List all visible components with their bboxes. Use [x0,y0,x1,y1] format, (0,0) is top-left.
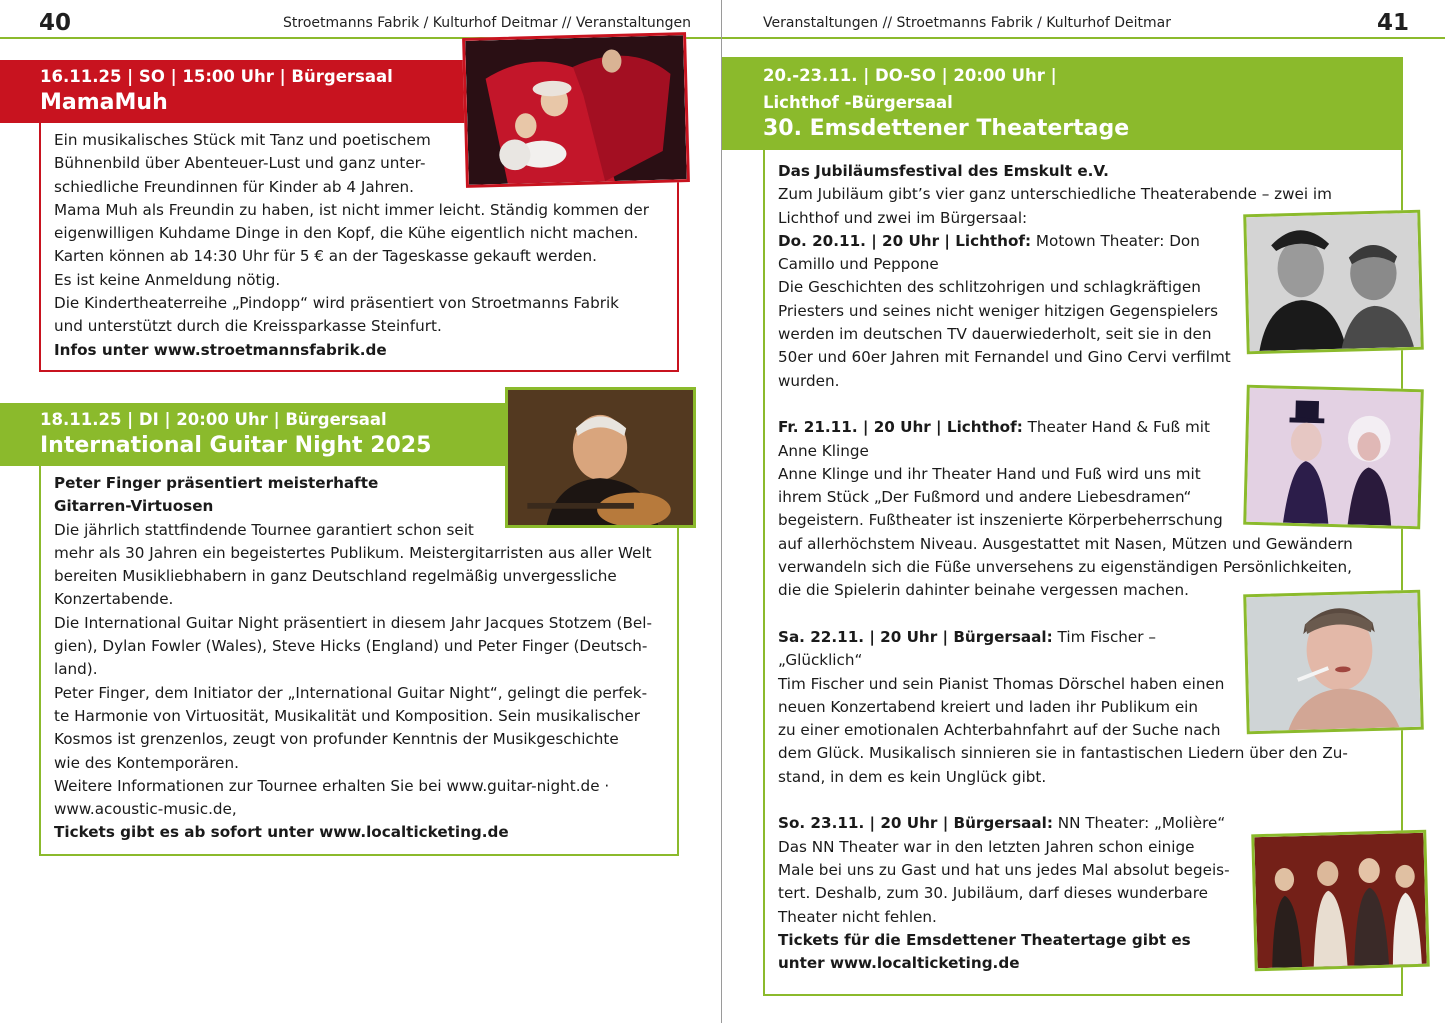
mamamuh-date: 16.11.25 | SO | 15:00 Uhr | Bürgersaal [40,67,393,86]
text-line: ihrem Stück „Der Fußmord und andere Liebesdramen“ [778,488,1192,507]
event-heading: Fr. 21.11. | 20 Uhr | Lichthof: Theater Hand & Fuß mit [778,418,1210,437]
text-line: wie des Kontemporären. [54,753,239,772]
mamamuh-header-band [0,60,490,123]
text-line: eigenwilligen Kuhdame Dinge in den Kopf, die Kühe eigentlich nicht machen. [54,224,639,243]
text-line: Die jährlich stattfindende Tournee garantiert schon seit [54,520,474,539]
text-line: Die International Guitar Night präsentiert in diesem Jahr Jacques Stotzem (Bel- [54,613,652,632]
theatertage-date: 20.-23.11. | DO-SO | 20:00 Uhr | [763,66,1057,85]
event-heading: So. 23.11. | 20 Uhr | Bürgersaal: NN Theater: „Molière“ [778,814,1226,833]
text-line: Weitere Informationen zur Tournee erhalten Sie bei www.guitar-night.de · [54,776,610,795]
guitar-tickets-link: Tickets gibt es ab sofort unter www.localticketing.de [54,823,509,842]
text-line: werden im deutschen TV dauerwiederholt, seit sie in den [778,325,1212,344]
mamamuh-photo [462,32,690,188]
theatertage-title: 30. Emsdettener Theatertage [763,116,1130,141]
theatertage-intro-title: Das Jubiläumsfestival des Emskult e.V. [778,162,1109,180]
text-line: mehr als 30 Jahren ein begeistertes Publikum. Meistergitarristen aus aller Welt [54,543,652,562]
guitar-date: 18.11.25 | DI | 20:00 Uhr | Bürgersaal [40,410,387,429]
text-line: Die Kindertheaterreihe „Pindopp“ wird präsentiert von Stroetmanns Fabrik [54,294,619,313]
text-line: auf allerhöchstem Niveau. Ausgestattet mit Nasen, Mützen und Gewändern [778,534,1353,553]
text-line: Male bei uns zu Gast und hat uns jedes Mal absolut begeis- [778,860,1230,879]
text-line: die die Spielerin dahinter beinahe vergessen machen. [778,581,1189,600]
text-line: Kosmos ist grenzenlos, zeugt von profunder Kenntnis der Musikgeschichte [54,730,619,749]
text-line: gien), Dylan Fowler (Wales), Steve Hicks (England) und Peter Finger (Deutsch- [54,637,648,656]
text-line: land). [54,660,98,679]
text-line: neuen Konzertabend kreiert und laden ihr Publikum ein [778,697,1199,716]
text-line: www.acoustic-music.de, [54,800,237,819]
text-line: begeistern. Fußtheater ist inszenierte Körperbeherrschung [778,511,1223,530]
text-line: Die Geschichten des schlitzohrigen und schlagkräftigen [778,278,1201,297]
tim-fischer-photo [1243,590,1424,735]
text-line: Anne Klinge und ihr Theater Hand und Fuß wird uns mit [778,464,1201,483]
theatertage-header-band [722,57,1403,150]
guitar-title: International Guitar Night 2025 [40,433,432,458]
text-line: Peter Finger, dem Initiator der „International Guitar Night“, gelingt die perfek- [54,683,648,702]
guitar-header-band [0,403,520,466]
text-line: dem Glück. Musikalisch sinnieren sie in fantastischen Liedern über den Zu- [778,744,1348,763]
text-line: verwandeln sich die Füße unversehens zu eigenständigen Persönlichkeiten, [778,558,1352,577]
mamamuh-title: MamaMuh [40,90,168,115]
mamamuh-info-link: Infos unter www.stroetmannsfabrik.de [54,340,387,359]
text-line: tert. Deshalb, zum 30. Jubiläum, darf dieses wunderbare [778,884,1208,903]
theatertage-tickets-link: unter www.localticketing.de [778,954,1020,973]
text-line: te Harmonie von Virtuosität, Musikalität und Komposition. Sein musikalischer [54,706,641,725]
theatertage-venue: Lichthof -Bürgersaal [763,93,953,112]
text-line: bereiten Musikliebhabern in ganz Deutschland regelmäßig unvergessliche [54,567,617,586]
text-line: wurden. [778,371,840,390]
page-number-right: 41 [1377,10,1410,36]
theatertage-tickets: Tickets für die Emsdettener Theatertage gibt es [778,930,1191,949]
text-line: stand, in dem es kein Unglück gibt. [778,767,1047,786]
text-line: Theater nicht fehlen. [778,907,937,926]
hand-fuss-photo [1243,385,1424,530]
text-line: schiedliche Freundinnen für Kinder ab 4 Jahren. [54,177,415,196]
text-line: Konzertabende. [54,590,174,609]
page-number-left: 40 [39,10,72,36]
text-line: Es ist keine Anmeldung nötig. [54,270,281,289]
moliere-photo [1251,830,1430,972]
guitar-photo [505,387,696,528]
text-line: Camillo und Peppone [778,255,939,274]
event-heading: Sa. 22.11. | 20 Uhr | Bürgersaal: Tim Fischer – [778,627,1156,646]
text-line: Ein musikalisches Stück mit Tanz und poetischem [54,131,431,149]
header-rule-right [722,37,1445,39]
text-line: Bühnenbild über Abenteuer-Lust und ganz unter- [54,154,426,173]
don-camillo-photo [1243,210,1424,355]
text-line: Priesters und seines nicht weniger hitzigen Gegenspielers [778,301,1219,320]
guitar-subtitle: Peter Finger präsentiert meisterhafte [54,474,379,492]
text-line: „Glücklich“ [778,651,863,670]
running-head-right: Veranstaltungen // Stroetmanns Fabrik / Kulturhof Deitmar [763,15,1171,31]
text-line: Tim Fischer und sein Pianist Thomas Dörschel haben einen [778,674,1225,693]
text-line: 50er und 60er Jahren mit Fernandel und Gino Cervi verfilmt [778,348,1231,367]
text-line: und unterstützt durch die Kreissparkasse Steinfurt. [54,317,442,336]
text-line: Das NN Theater war in den letzten Jahren schon einige [778,837,1195,856]
text-line: Mama Muh als Freundin zu haben, ist nicht immer leicht. Ständig kommen der [54,200,649,219]
text-line: zu einer emotionalen Achterbahnfahrt auf der Suche nach [778,721,1221,740]
page-spine [721,0,722,1023]
text-line: Lichthof und zwei im Bürgersaal: [778,208,1028,227]
text-line: Karten können ab 14:30 Uhr für 5 € an der Tageskasse gekauft werden. [54,247,597,266]
event-heading: Do. 20.11. | 20 Uhr | Lichthof: Motown Theater: Don [778,231,1200,250]
text-line: Anne Klinge [778,441,869,460]
text-line: Zum Jubiläum gibt’s vier ganz unterschiedliche Theaterabende – zwei im [778,185,1332,204]
running-head-left: Stroetmanns Fabrik / Kulturhof Deitmar // Veranstaltungen [283,15,691,31]
guitar-subtitle: Gitarren-Virtuosen [54,497,214,516]
